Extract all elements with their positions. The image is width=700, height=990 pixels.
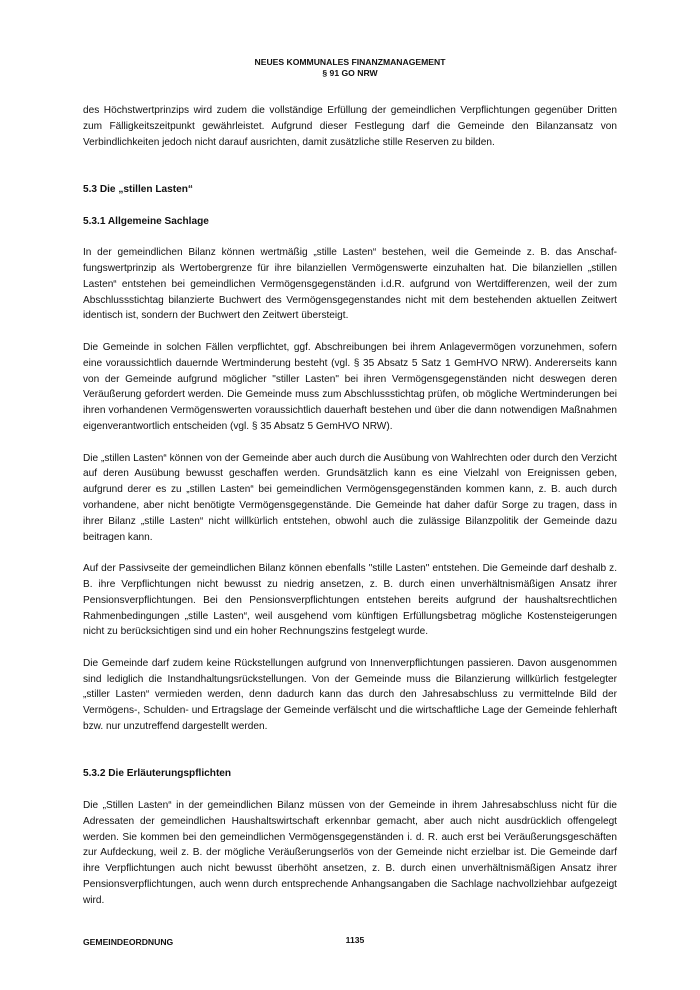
paragraph: Auf der Passivseite der gemeindlichen Bilanz können ebenfalls "stille Lasten" entstehen. Die Gemeinde darf deshalb z. B. ihre Verpflichtungen nicht bewusst zu niedrig ansetzen, z. B. durch einen unverhältnismäßigen Ansatz ihrer Pensionsverpflichtungen. Bei den Pensionsverpflichtungen entstehen bereits aufgrund der haushaltsrechtlichen Rahmenbedingungen „stille Lasten“, weil ausgehend vom künftigen Erfüllungsbetrag mögliche Kostensteigerungen nicht zu berücksichtigen sind und ein hoher Rechnungszins festgelegt wurde. xyxy=(83,563,617,638)
intro-paragraph: des Höchstwertprinzips wird zudem die vollständige Erfüllung der gemeindlichen Verpflichtungen gegenüber Dritten zum Fälligkeitszeitpunkt gewährleistet. Aufgrund dieser Festlegung darf die Gemeinde den Bilanzansatz von Verbindlichkeiten jedoch nicht darauf ausrichten, damit zusätzliche stille Reserven zu bilden. xyxy=(83,105,617,148)
header-subtitle: § 91 GO NRW xyxy=(322,68,378,78)
paragraph: Die Gemeinde in solchen Fällen verpflichtet, ggf. Abschreibungen bei ihrem Anlagevermögen vorzunehmen, sofern eine voraussichtlich dauernde Wertminderung besteht (vgl. § 35 Absatz 5 Satz 1 GemHVO NRW). Andererseits kann von der Gemeinde aufgrund möglicher "stiller Lasten" bei ihren Vermögensgegenständen nicht deswegen deren Veräußerung gefordert werden. Die Gemeinde muss zum Abschlussstichtag prüfen, ob mögliche Wertminderungen bei ihren vorhandenen Vermögenswerten voraussichtlich dauerhaft bestehen und über die dann notwendigen Maßnahmen eigenverantwortlich entscheiden (vgl. § 35 Absatz 5 GemHVO NRW). xyxy=(83,341,617,432)
header-title: NEUES KOMMUNALES FINANZMANAGEMENT xyxy=(254,57,446,67)
page-header xyxy=(0,57,700,79)
section-heading-5-3-1: 5.3.1 Allgemeine Sachlage xyxy=(83,215,209,227)
paragraph: Die Gemeinde darf zudem keine Rückstellungen aufgrund von Innenverpflichtungen passieren. Davon ausgenommen sind lediglich die Instandhaltungsrückstellungen. Von der Gemeinde muss die Bilanzierung willkürlich festgelegter „stiller Lasten“ vermieden werden, denn dadurch kann das durch den Jahresabschluss zu vermittelnde Bild der Vermögens-, Schulden- und Ertragslage der Gemeinde verfälscht und die wirtschaftliche Lage der Gemeinde fehlerhaft bzw. nur unzutreffend dargestellt werden. xyxy=(83,657,617,733)
section-heading-5-3-2: 5.3.2 Die Erläuterungspflichten xyxy=(83,768,232,780)
page-number: 1135 xyxy=(345,935,365,945)
paragraph: Die „stillen Lasten“ können von der Gemeinde aber auch durch die Ausübung von Wahlrechten oder durch den Verzicht auf deren Ausübung bewusst geschaffen werden. Grundsätzlich kann es eine Vielzahl von Ereignissen geben, aufgrund derer es zu „stillen Lasten“ bei gemeindlichen Vermögensgegenständen kommen kann, z. B. auch durch vorhandene, aber nicht benötigte Vermögensgegenstände. Die Gemeinde hat daher dafür Sorge zu tragen, dass in ihrer Bilanz „stille Lasten“ nicht willkürlich entstehen, obwohl auch die zulässige Bilanzpolitik der Gemeinde dazu beitragen kann. xyxy=(83,452,617,543)
section-heading-5-3: 5.3 Die „stillen Lasten“ xyxy=(83,183,193,195)
paragraph: In der gemeindlichen Bilanz können wertmäßig „stille Lasten“ bestehen, weil die Gemeinde z. B. das Anschaffungswertprinzip als Wertobergrenze für ihre bilanziellen Vermögenswerte einzuhalten hat. Die bilanziellen „stillen Lasten“ entstehen bei gemeindlichen Vermögensgegenständen i.d.R. aufgrund von Wertdifferenzen, weil der zum Abschlussstichtag bilanzierte Buchwert des Vermögensgegenstandes nicht mit dem bestehenden aktuellen Zeitwert identisch ist, sondern der Buchwert den Zeitwert übersteigt. xyxy=(83,247,617,322)
document-body xyxy=(83,103,617,909)
footer-title: GEMEINDEORDNUNG xyxy=(83,937,174,947)
paragraph: Die „Stillen Lasten“ in der gemeindlichen Bilanz müssen von der Gemeinde in ihrem Jahresabschluss nicht für die Adressaten der gemeindlichen Haushaltswirtschaft erkennbar gemacht, aber auch nicht ausdrücklich offengelegt werden. Sie kommen bei den gemeindlichen Vermögensgegenständen i. d. R. auch erst bei Veräußerungsgeschäften zur Aufdeckung, weil z. B. der mögliche Veräußerungserlös von der Gemeinde nicht erzielbar ist. Die Gemeinde darf ihre Verpflichtungen auch nicht bewusst überhöht ansetzen, z. B. durch einen unverhältnismäßigen Ansatz ihrer Pensionsverpflichtungen, auch wenn durch entsprechende Anhangsangaben die Sachlage nachvollziehbar aufgezeigt wird. xyxy=(83,800,617,906)
